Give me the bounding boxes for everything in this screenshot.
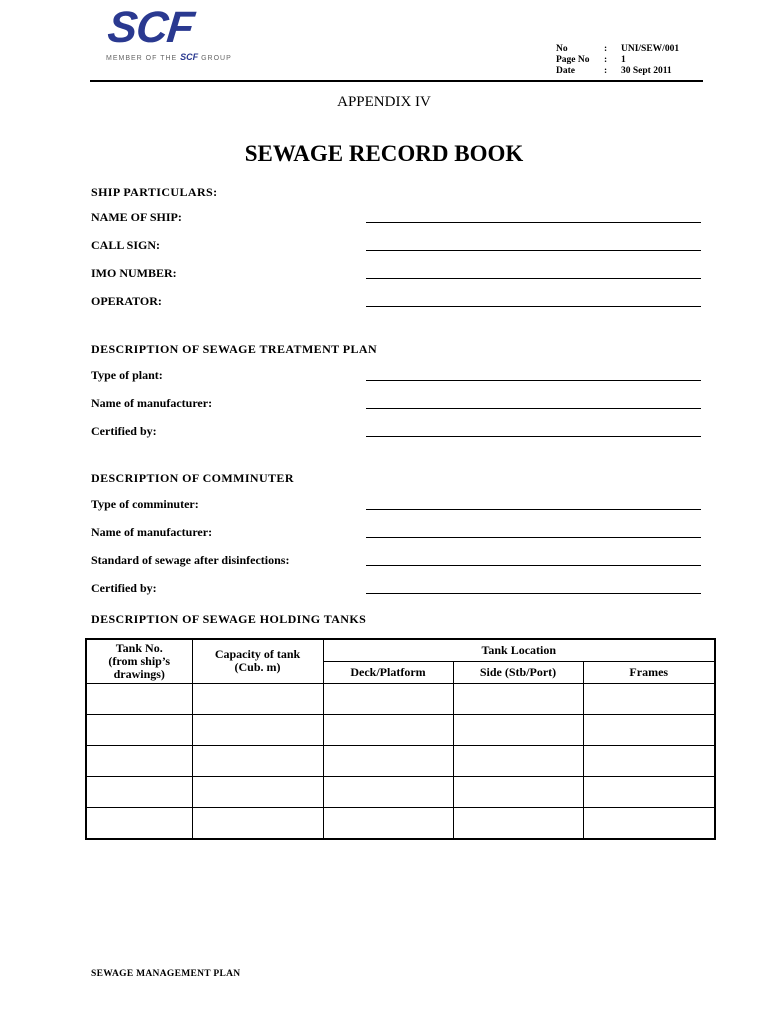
table-cell[interactable]	[86, 745, 192, 776]
table-cell[interactable]	[192, 776, 323, 807]
comminuter-certified-by-label: Certified by:	[91, 581, 157, 595]
table-header-row	[86, 639, 715, 661]
table-cell[interactable]	[453, 683, 583, 714]
table-cell[interactable]	[323, 776, 453, 807]
table-cell[interactable]	[86, 807, 192, 839]
plant-certified-by-label: Certified by:	[91, 424, 157, 438]
table-cell[interactable]	[453, 776, 583, 807]
page-title: SEWAGE RECORD BOOK	[244, 141, 524, 166]
type-of-plant-field[interactable]	[366, 380, 701, 381]
table-row	[86, 776, 715, 807]
capacity-header: Capacity of tank (Cub. m)	[192, 639, 323, 683]
page-footer: SEWAGE MANAGEMENT PLAN	[91, 969, 241, 979]
table-cell[interactable]	[453, 807, 583, 839]
type-of-comminuter-field[interactable]	[366, 509, 701, 510]
page-number-row: Page No : 1	[556, 55, 626, 65]
plant-manufacturer-label: Name of manufacturer:	[91, 396, 213, 410]
header-divider	[90, 80, 703, 82]
operator-field[interactable]	[366, 306, 701, 307]
ship-particulars-heading: SHIP PARTICULARS:	[91, 185, 218, 199]
comminuter-manufacturer-label: Name of manufacturer:	[91, 525, 213, 539]
table-cell[interactable]	[192, 745, 323, 776]
sewage-standard-label: Standard of sewage after disinfections:	[91, 553, 290, 567]
type-of-plant-label: Type of plant:	[91, 368, 163, 382]
table-cell[interactable]	[583, 745, 715, 776]
treatment-plan-heading: DESCRIPTION OF SEWAGE TREATMENT PLAN	[91, 342, 378, 356]
table-cell[interactable]	[323, 714, 453, 745]
holding-tanks-table	[85, 638, 716, 840]
imo-number-field[interactable]	[366, 278, 701, 279]
table-row	[86, 683, 715, 714]
table-cell[interactable]	[192, 714, 323, 745]
date-row: Date : 30 Sept 2011	[556, 66, 672, 76]
comminuter-manufacturer-field[interactable]	[366, 537, 701, 538]
holding-tanks-heading: DESCRIPTION OF SEWAGE HOLDING TANKS	[91, 612, 367, 626]
appendix-label: APPENDIX IV	[337, 94, 431, 110]
table-row	[86, 714, 715, 745]
scf-group-tagline: MEMBER OF THE SCF GROUP	[106, 52, 232, 62]
plant-certified-by-field[interactable]	[366, 436, 701, 437]
table-cell[interactable]	[323, 683, 453, 714]
comminuter-certified-by-field[interactable]	[366, 593, 701, 594]
call-sign-field[interactable]	[366, 250, 701, 251]
table-cell[interactable]	[583, 776, 715, 807]
plant-manufacturer-field[interactable]	[366, 408, 701, 409]
comminuter-heading: DESCRIPTION OF COMMINUTER	[91, 471, 294, 485]
table-cell[interactable]	[86, 776, 192, 807]
table-cell[interactable]	[583, 714, 715, 745]
name-of-ship-field[interactable]	[366, 222, 701, 223]
table-cell[interactable]	[192, 807, 323, 839]
tank-location-header: Tank Location	[323, 639, 715, 661]
name-of-ship-label: NAME OF SHIP:	[91, 210, 182, 224]
table-cell[interactable]	[583, 807, 715, 839]
table-row	[86, 807, 715, 839]
table-cell[interactable]	[583, 683, 715, 714]
call-sign-label: CALL SIGN:	[91, 238, 161, 252]
operator-label: OPERATOR:	[91, 294, 162, 308]
table-cell[interactable]	[86, 683, 192, 714]
imo-number-label: IMO NUMBER:	[91, 266, 177, 280]
side-header: Side (Stb/Port)	[453, 661, 583, 683]
frames-header: Frames	[583, 661, 715, 683]
table-cell[interactable]	[323, 745, 453, 776]
table-cell[interactable]	[192, 683, 323, 714]
table-cell[interactable]	[323, 807, 453, 839]
deck-platform-header: Deck/Platform	[323, 661, 453, 683]
table-row	[86, 745, 715, 776]
table-cell[interactable]	[453, 714, 583, 745]
table-cell[interactable]	[86, 714, 192, 745]
sewage-standard-field[interactable]	[366, 565, 701, 566]
tank-no-header: Tank No. (from ship’s drawings)	[86, 639, 192, 683]
table-cell[interactable]	[453, 745, 583, 776]
scf-logo: SCF	[105, 3, 196, 52]
type-of-comminuter-label: Type of comminuter:	[91, 497, 199, 511]
doc-number-row: No : UNI/SEW/001	[556, 44, 680, 54]
